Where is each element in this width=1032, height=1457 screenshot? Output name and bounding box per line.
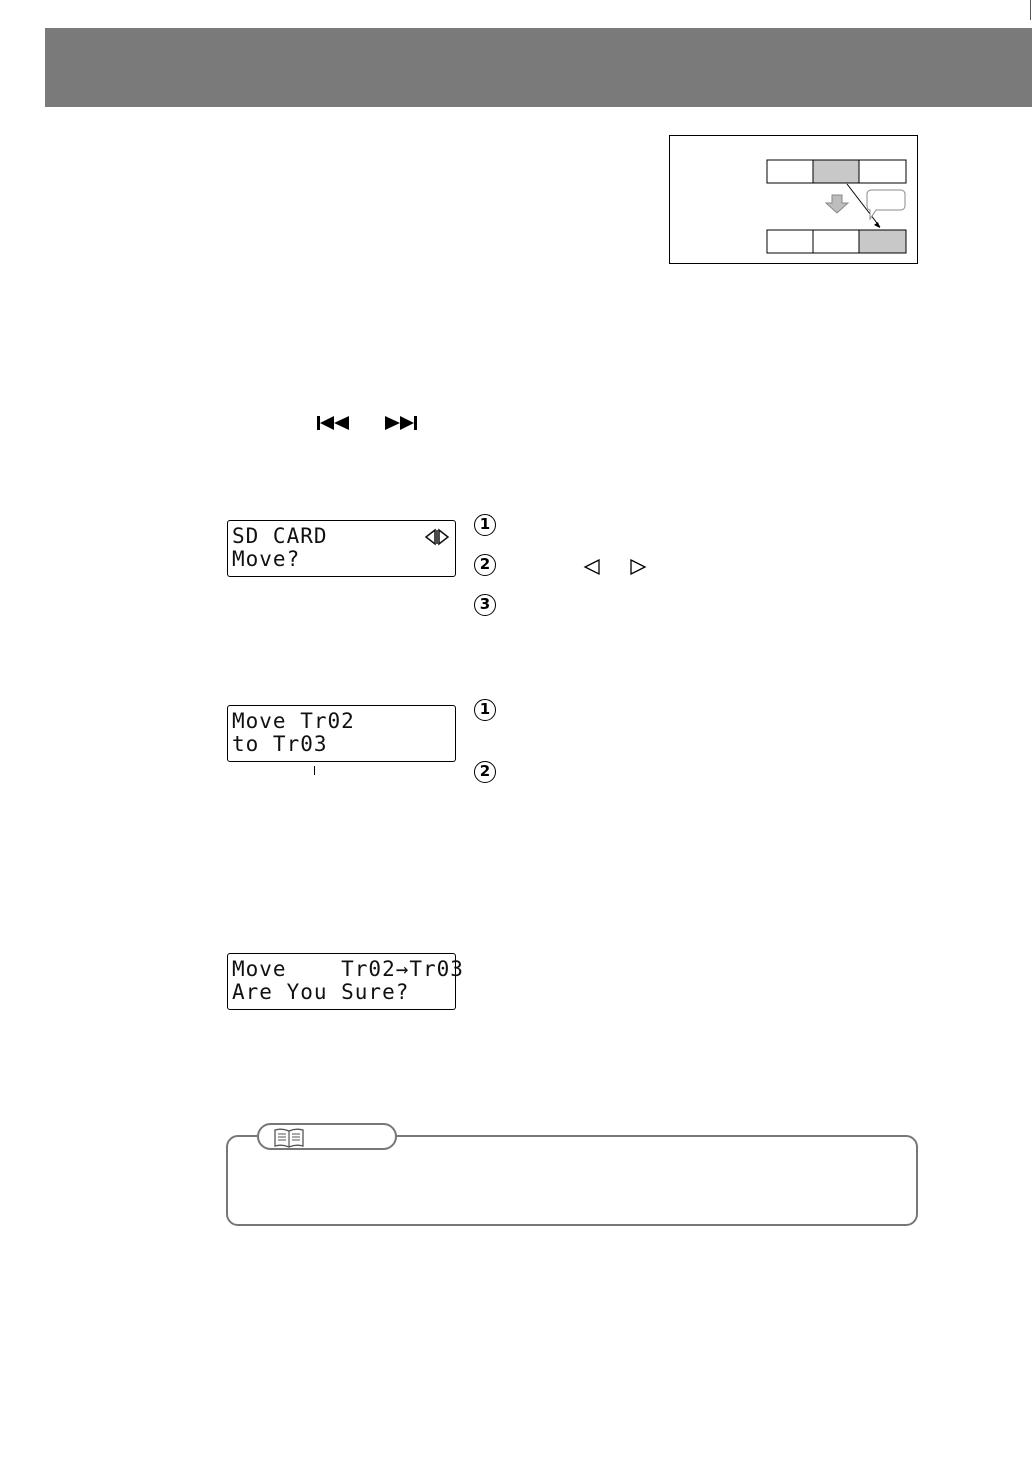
header-band	[45, 28, 1032, 107]
step-number-2: 2	[474, 554, 496, 576]
step-number-3: 3	[474, 594, 496, 616]
skip-back-icon	[316, 414, 352, 432]
diagram-cell-bottom-1	[767, 230, 813, 253]
step-number-2: 2	[474, 761, 496, 783]
move-arrow-head	[874, 222, 880, 228]
diagram-cell-bottom-3	[859, 230, 906, 253]
lcd-line-1: Move Tr02	[232, 709, 355, 733]
memo-tab	[257, 1123, 397, 1150]
diagram-cell-top-3	[859, 160, 906, 183]
diagram-cell-top-2	[813, 160, 859, 183]
skip-forward-icon	[383, 414, 419, 432]
lcd-screen-move-target	[227, 705, 456, 762]
left-right-arrows-icon	[424, 528, 450, 546]
cursor-mark	[314, 766, 315, 775]
lcd-screen-move-menu	[227, 520, 456, 577]
page-edge-line	[1030, 0, 1031, 20]
right-triangle-icon	[628, 558, 648, 576]
diagram-cell-top-1	[767, 160, 813, 183]
book-icon	[273, 1127, 305, 1149]
lcd-line-2: Are You Sure?	[232, 980, 410, 1004]
left-triangle-icon	[582, 558, 602, 576]
lcd-screen-confirm	[227, 953, 464, 1010]
lcd-line-2: to Tr03	[232, 732, 328, 756]
down-arrow-icon	[826, 195, 848, 213]
lcd-line-1: SD CARD	[232, 524, 328, 548]
step-number-1: 1	[474, 514, 496, 536]
diagram-cell-bottom-2	[813, 230, 859, 253]
lcd-line-2: Move?	[232, 547, 301, 571]
track-move-diagram	[669, 135, 918, 264]
step-number-1: 1	[474, 699, 496, 721]
lcd-line-1: Move Tr02→Tr03	[232, 957, 464, 981]
speech-bubble-icon	[867, 190, 905, 219]
